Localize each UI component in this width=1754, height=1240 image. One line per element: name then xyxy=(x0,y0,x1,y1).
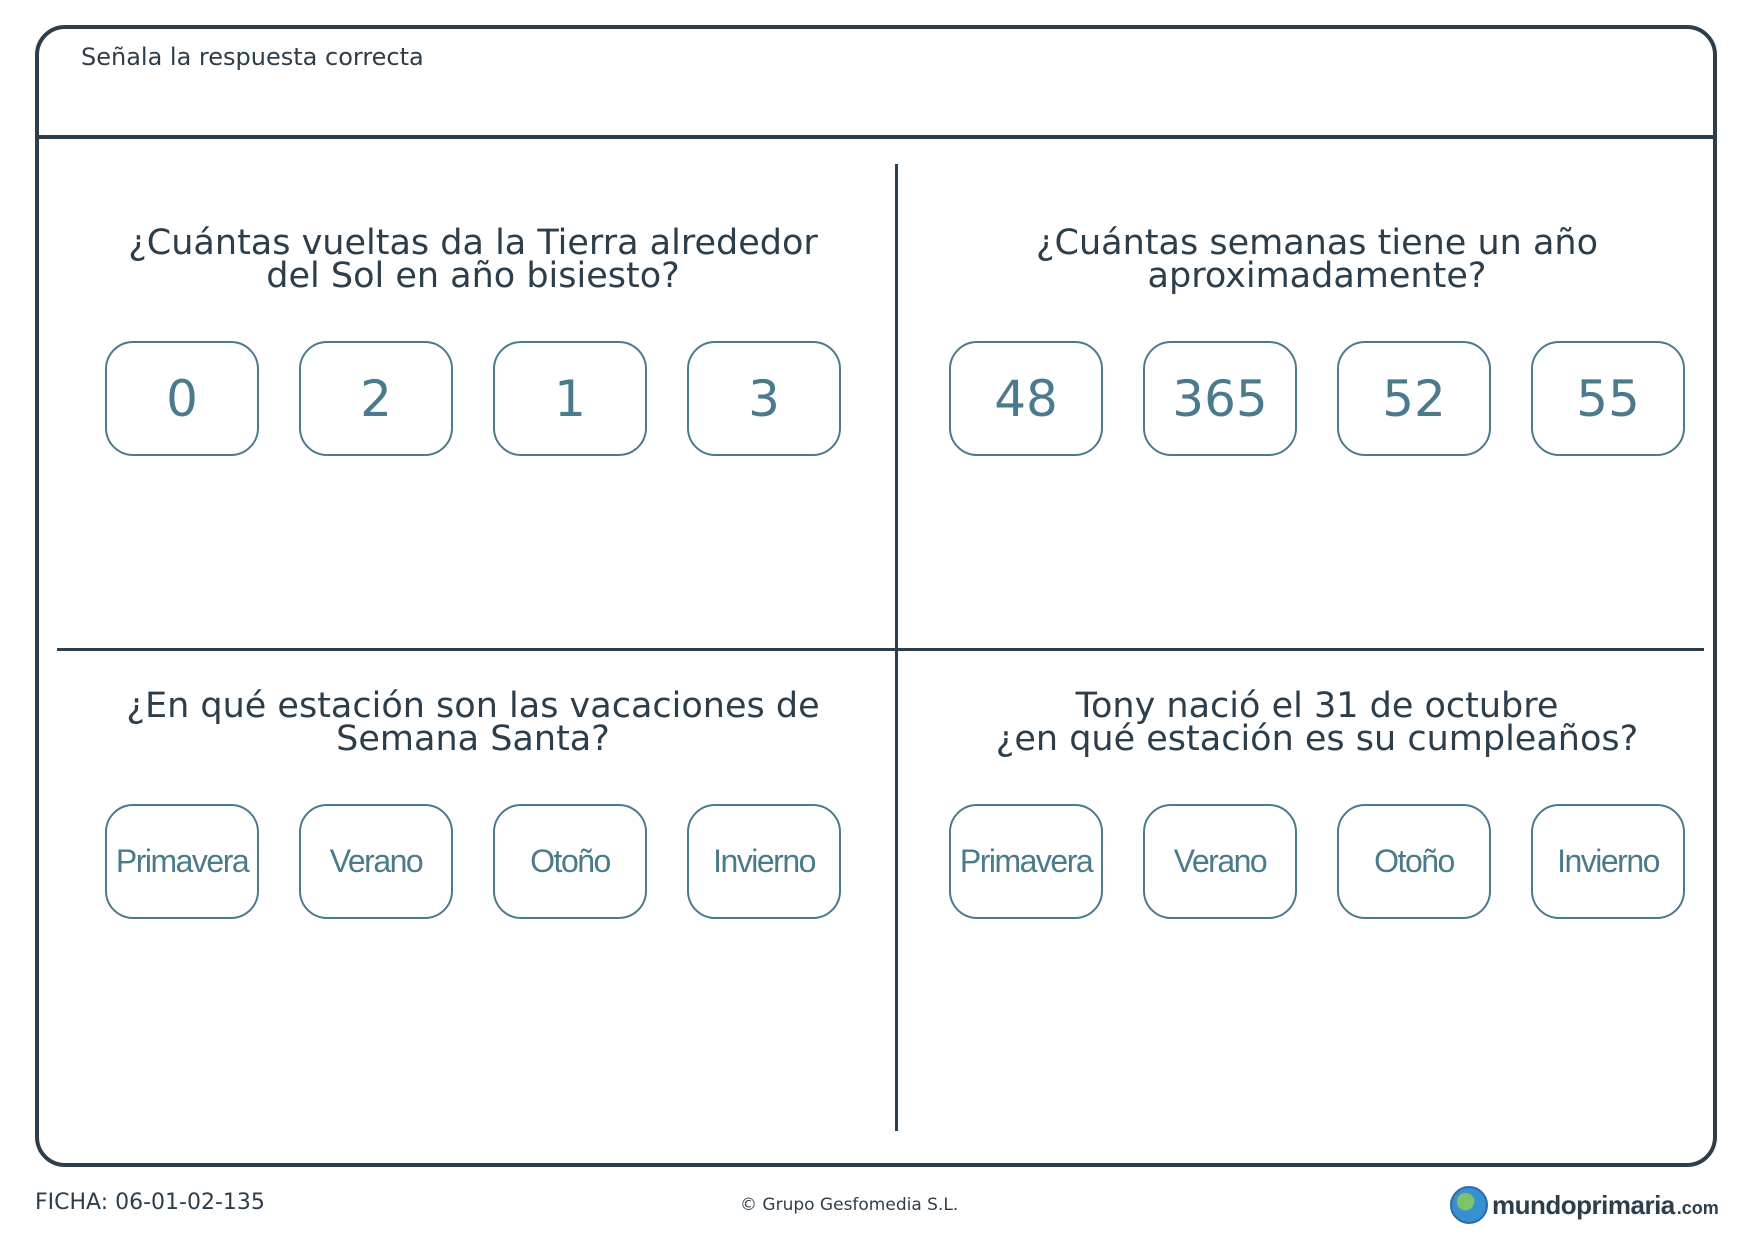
question-text xyxy=(937,686,1697,760)
brand-tld: .com xyxy=(1676,1197,1719,1218)
answer-option[interactable]: 48 xyxy=(949,341,1103,456)
globe-icon xyxy=(1450,1186,1488,1224)
answer-option[interactable]: Invierno xyxy=(1531,804,1685,919)
answer-option[interactable]: Primavera xyxy=(949,804,1103,919)
worksheet-frame xyxy=(35,25,1717,1167)
instruction-text: Señala la respuesta correcta xyxy=(81,43,424,71)
question-text xyxy=(93,686,853,760)
question-text xyxy=(93,223,853,297)
question-block-3 xyxy=(93,686,853,879)
question-text xyxy=(937,223,1697,297)
brand-name: mundoprimaria xyxy=(1492,1189,1675,1220)
answer-option[interactable]: Verano xyxy=(1143,804,1297,919)
answer-option[interactable]: Otoño xyxy=(1337,804,1491,919)
question-line: ¿Cuántas semanas tiene un año xyxy=(1035,223,1599,263)
copyright-notice: © Grupo Gesfomedia S.L. xyxy=(740,1195,959,1215)
answer-option[interactable]: Verano xyxy=(299,804,453,919)
answer-option[interactable]: 55 xyxy=(1531,341,1685,456)
answer-option[interactable]: 2 xyxy=(299,341,453,456)
brand-logo[interactable] xyxy=(1450,1186,1719,1224)
horizontal-divider xyxy=(57,648,1704,651)
worksheet-id: FICHA: 06-01-02-135 xyxy=(35,1190,265,1215)
answer-options xyxy=(105,341,845,459)
answer-option[interactable]: Primavera xyxy=(105,804,259,919)
question-line: ¿Cuántas vueltas da la Tierra alrededor xyxy=(128,223,818,263)
question-line: ¿en qué estación es su cumpleaños? xyxy=(995,719,1639,759)
answer-option[interactable]: Otoño xyxy=(493,804,647,919)
answer-options xyxy=(949,804,1689,922)
answer-option[interactable]: 52 xyxy=(1337,341,1491,456)
question-block-4 xyxy=(937,686,1697,879)
answer-options xyxy=(949,341,1689,459)
question-line: Tony nació el 31 de octubre xyxy=(1075,686,1559,726)
answer-option[interactable]: Invierno xyxy=(687,804,841,919)
question-block-2 xyxy=(937,223,1697,428)
answer-option[interactable]: 3 xyxy=(687,341,841,456)
question-line: del Sol en año bisiesto? xyxy=(266,256,680,296)
question-block-1 xyxy=(93,223,853,428)
question-line: ¿En qué estación son las vacaciones de xyxy=(126,686,820,726)
question-line: Semana Santa? xyxy=(336,719,610,759)
answer-options xyxy=(105,804,845,922)
answer-option[interactable]: 1 xyxy=(493,341,647,456)
question-line: aproximadamente? xyxy=(1147,256,1487,296)
answer-option[interactable]: 0 xyxy=(105,341,259,456)
header-divider xyxy=(39,135,1713,139)
answer-option[interactable]: 365 xyxy=(1143,341,1297,456)
